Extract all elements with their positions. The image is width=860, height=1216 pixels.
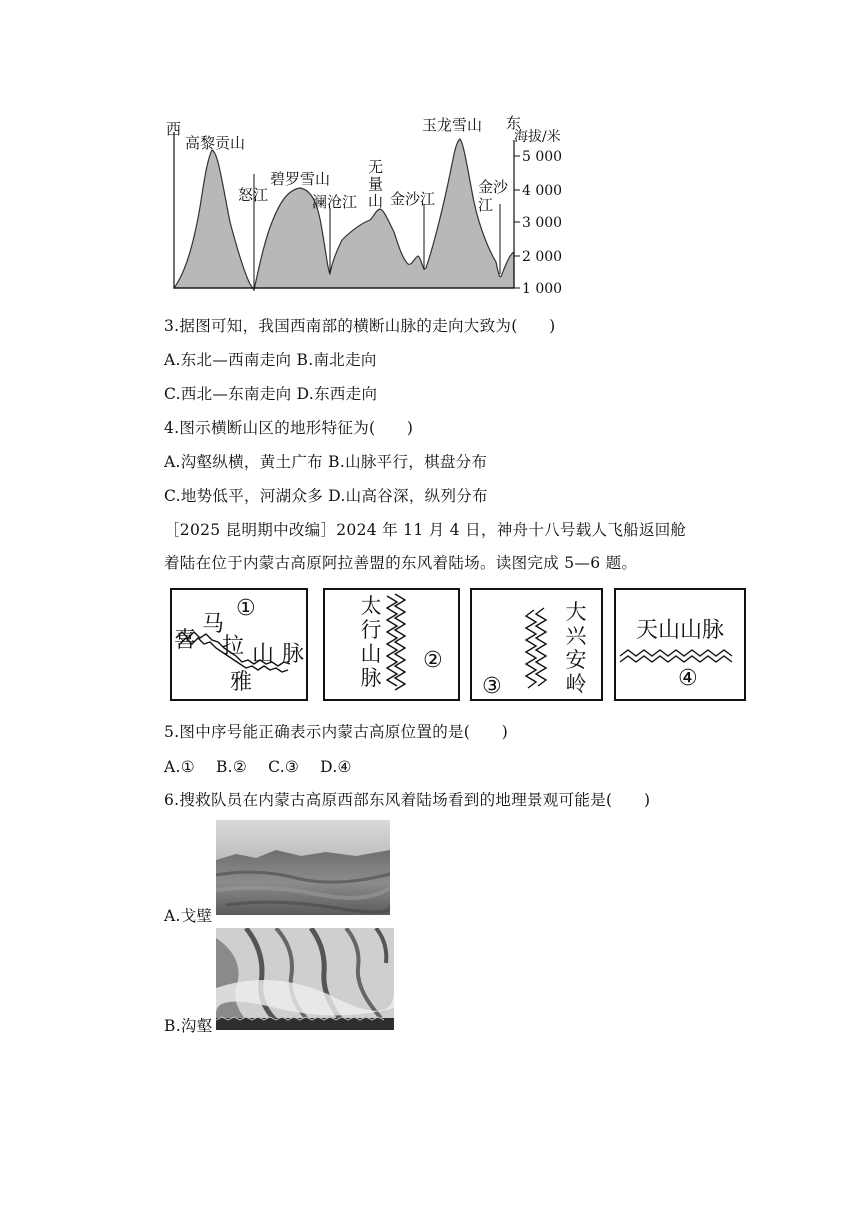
y-tick: 3 000 [522, 215, 563, 231]
map-2-number: ② [423, 648, 443, 673]
map-1-label: 脉 [282, 642, 305, 667]
feature-label: 高黎贡山 [185, 134, 246, 152]
y-tick: 4 000 [522, 183, 563, 199]
map-1-number: ① [236, 596, 256, 621]
map-3-daxinganling [470, 588, 603, 701]
y-tick: 1 000 [522, 281, 563, 297]
question-4-options-2: C.地势低平，河湖众多 D.山高谷深，纵列分布 [164, 487, 488, 505]
gobi-photo [216, 820, 390, 915]
question-3-stem: 3.据图可知，我国西南部的横断山脉的走向大致为( ) [164, 317, 556, 335]
feature-label: 金沙江 [390, 190, 436, 208]
question-4-stem: 4.图示横断山区的地形特征为( ) [164, 419, 414, 437]
question-3-options-1: A.东北—西南走向 B.南北走向 [164, 351, 377, 369]
feature-label-vertical: 金沙江 [478, 178, 509, 214]
feature-label: 怒江 [238, 186, 269, 204]
map-4-number: ④ [678, 666, 698, 691]
map-1-himalaya [170, 588, 308, 701]
question-5-stem: 5.图中序号能正确表示内蒙古高原位置的是( ) [164, 723, 509, 741]
map-1-label: 拉 [222, 634, 245, 659]
question-4-options-1: A.沟壑纵横，黄土广布 B.山脉平行，棋盘分布 [164, 453, 488, 471]
feature-label: 玉龙雪山 [422, 116, 483, 134]
map-1-label: 喜 [174, 628, 197, 653]
map-2-name: 太行山脉 [360, 594, 382, 691]
question-5-options: A.① B.② C.③ D.④ [164, 758, 352, 776]
question-6-option-b: B.沟壑 [164, 1017, 213, 1035]
map-1-label: 马 [202, 612, 225, 637]
map-3-number: ③ [482, 674, 502, 699]
map-4-tianshan [614, 588, 746, 701]
map-4-name: 天山山脉 [636, 618, 725, 643]
map-3-name: 大兴安岭 [565, 600, 587, 697]
west-label: 西 [166, 120, 182, 138]
y-tick: 2 000 [522, 249, 563, 265]
intro-line-1: ［2025 昆明期中改编］2024 年 11 月 4 日，神舟十八号载人飞船返回舱 [164, 521, 687, 539]
terrain-silhouette [174, 139, 514, 290]
feature-label: 碧罗雪山 [270, 170, 331, 188]
east-label: 东 [506, 114, 522, 132]
feature-label: 澜沧江 [312, 193, 358, 211]
question-6-option-a: A.戈壁 [164, 907, 213, 925]
question-6-stem: 6.搜救队员在内蒙古高原西部东风着陆场看到的地理景观可能是( ) [164, 791, 651, 809]
map-2-taihang [323, 588, 460, 701]
feature-label-vertical: 无量山 [368, 158, 384, 210]
map-1-label: 山 [252, 642, 275, 667]
mountain-range-symbol [325, 590, 458, 699]
question-3-options-2: C.西北—东南走向 D.东西走向 [164, 385, 378, 403]
terrain-profile-figure [160, 112, 570, 302]
intro-line-2: 着陆在位于内蒙古高原阿拉善盟的东风着陆场。读图完成 5—6 题。 [164, 554, 638, 572]
y-axis-title: 海拔/米 [514, 129, 561, 145]
y-tick: 5 000 [522, 149, 563, 165]
map-1-label: 雅 [230, 670, 253, 695]
gully-photo [216, 928, 394, 1030]
